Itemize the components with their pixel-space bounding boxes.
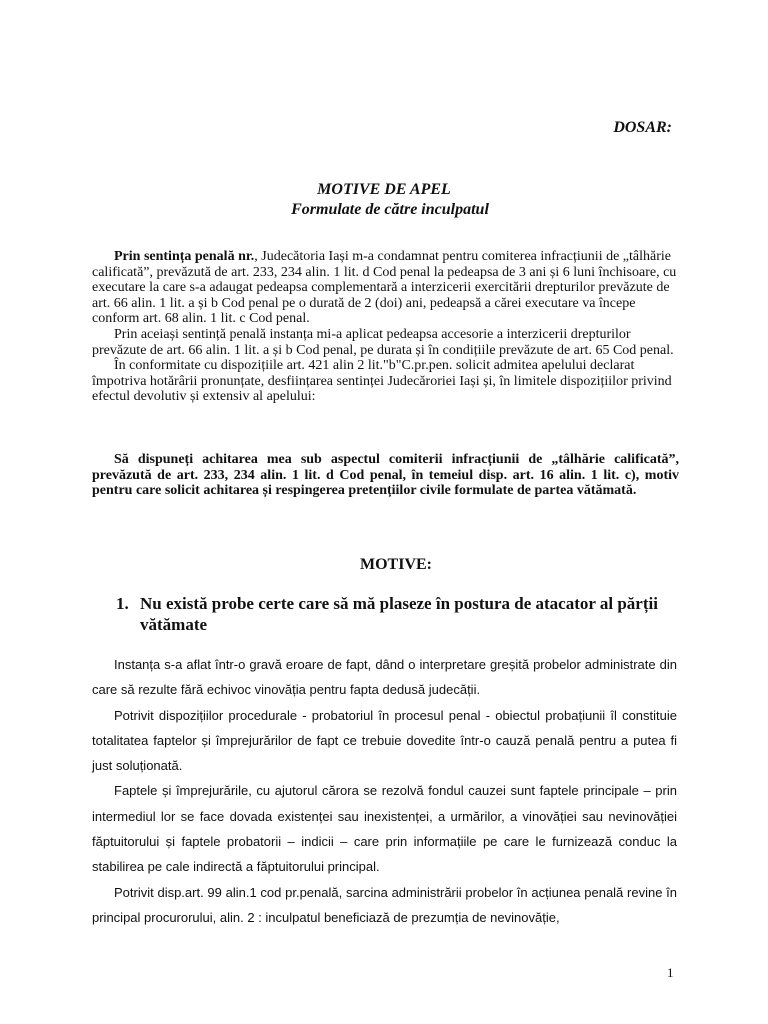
body-section <box>92 652 677 930</box>
intro-paragraph-3: În conformitate cu dispozițiile art. 421 alin 2 lit."b"C.pr.pen. solicit admitea apelului declarat împotriva hotărârii pronunțate, desființarea sentinței Judecăroriei Iași și, în limitele dispozițiilor privind efectul devolutiv și extensiv al apelului: <box>92 358 672 405</box>
title-line-2: Formulate de către inculpatul <box>291 201 489 218</box>
body-paragraph-3: Faptele și împrejurările, cu ajutorul cărora se rezolvă fondul cauzei sunt faptele principale – prin intermediul lor se face dovada existenței sau inexistenței, a urmărilor, a vinovăției sau nevinovăției făptuitorului și faptele probatorii – indicii – care prin informațiile pe care le furnizează conduc la stabilirea pe cale indirectă a făptuitorului principal. <box>92 783 677 875</box>
body-paragraph-2: Potrivit dispozițiilor procedurale - probatoriul în procesul penal - obiectul probațiunii îl constituie totalitatea faptelor și împrejurărilor de fapt ce trebuie dovedite într-o cauză penală pentru a putea fi just soluționată. <box>92 707 677 774</box>
request-paragraph: Să dispuneți achitarea mea sub aspectul comiterii infracțiunii de „tâlhărie calificată”, prevăzută de art. 233, 234 alin. 1 lit. d Cod penal, în temeiul disp. art. 16 alin. 1 lit. c), motiv pentru care solicit achitarea și respingerea pretențiilor civile formulate de partea vătămată. <box>92 452 679 498</box>
point-number: 1. <box>116 594 129 613</box>
request-section <box>92 452 679 499</box>
body-paragraph-1: Instanța s-a aflat într-o gravă eroare de fapt, dând o interpretare greșită probelor administrate din care să rezulte fără echivoc vinovăția pentru fapta dedusă judecății. <box>92 657 677 698</box>
intro-section <box>92 249 677 405</box>
document-title <box>0 180 768 220</box>
intro-p1-bold: Prin sentința penală nr. <box>114 249 255 264</box>
page-number: 1 <box>667 965 674 980</box>
title-line-1: MOTIVE DE APEL <box>317 181 451 198</box>
point-text: Nu există probe certe care să mă plaseze în postura de atacator al părții vătămate <box>140 594 658 634</box>
dosar-label: DOSAR: <box>613 119 672 136</box>
intro-paragraph-1 <box>92 249 677 327</box>
motive-point-1 <box>116 593 676 635</box>
intro-p1-rest: , Judecătoria Iași m-a condamnat pentru comiterea infracțiunii de „tâlhărie calificată”, prevăzută de art. 233, 234 alin. 1 lit. d Cod penal la pedeapsa de 3 ani și 6 luni închisoare, cu executare la care s-a adaugat pedeapsa complementară a interzicerii exercitării drepturilor prevăzute de art. 66 alin. 1 lit. a și b Cod penal pe o durată de 2 (doi) ani, pedeapsă a cărei executare va începe conform art. 68 alin. 1 lit. c Cod penal. <box>92 249 677 327</box>
intro-paragraph-2: Prin aceiași sentință penală instanța mi-a aplicat pedeapsa accesorie a interzicerii drepturilor prevăzute de art. 66 alin. 1 lit. a și b Cod penal, pe durata și în condițiile prevăzute de art. 65 Cod penal. <box>92 326 674 358</box>
motive-heading: MOTIVE: <box>360 556 432 573</box>
body-paragraph-4: Potrivit disp.art. 99 alin.1 cod pr.penală, sarcina administrării probelor în acțiunea penală revine în principal procurorului, alin. 2 : inculpatul beneficiază de prezumția de nevinovăție, <box>92 884 677 925</box>
